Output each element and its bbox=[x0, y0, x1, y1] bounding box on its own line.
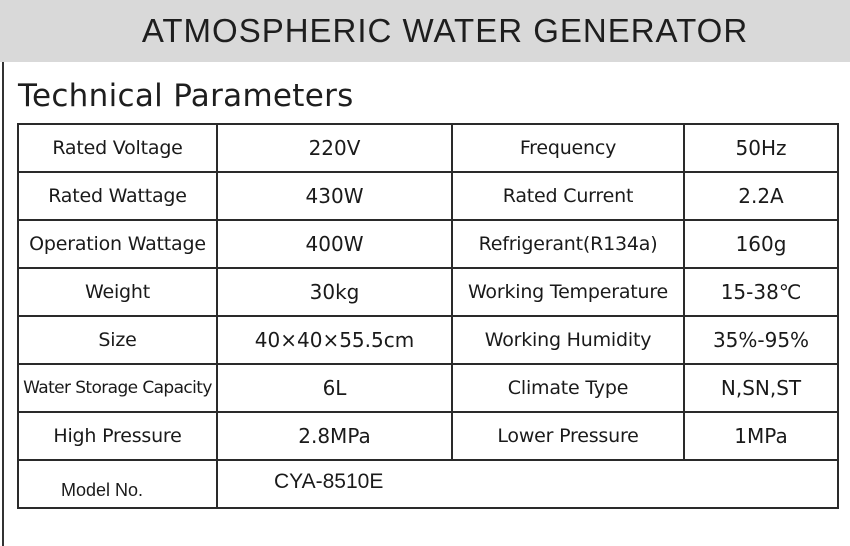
param-value: 160g bbox=[684, 220, 838, 268]
title-banner bbox=[0, 0, 850, 62]
param-label: Rated Voltage bbox=[18, 124, 217, 172]
param-value: 220V bbox=[217, 124, 452, 172]
param-label: Working Humidity bbox=[452, 316, 684, 364]
param-value: 30kg bbox=[217, 268, 452, 316]
param-value: 50Hz bbox=[684, 124, 838, 172]
param-label: Rated Current bbox=[452, 172, 684, 220]
page-title: ATMOSPHERIC WATER GENERATOR bbox=[141, 12, 749, 49]
table-row bbox=[18, 268, 838, 316]
technical-parameters-table bbox=[17, 123, 839, 509]
param-value: 2.8MPa bbox=[217, 412, 452, 460]
param-label: Lower Pressure bbox=[452, 412, 684, 460]
left-border-rule bbox=[2, 62, 4, 546]
param-value: 430W bbox=[217, 172, 452, 220]
param-value: 35%-95% bbox=[684, 316, 838, 364]
model-row bbox=[18, 460, 838, 508]
param-value: N,SN,ST bbox=[684, 364, 838, 412]
param-label: Refrigerant(R134a) bbox=[452, 220, 684, 268]
table-row bbox=[18, 172, 838, 220]
table-row bbox=[18, 316, 838, 364]
table-row bbox=[18, 220, 838, 268]
param-label: Weight bbox=[18, 268, 217, 316]
param-label: Working Temperature bbox=[452, 268, 684, 316]
table-row bbox=[18, 124, 838, 172]
table-row bbox=[18, 412, 838, 460]
param-value: 6L bbox=[217, 364, 452, 412]
model-number: CYA-8510E bbox=[217, 460, 838, 508]
table-row bbox=[18, 364, 838, 412]
param-value: 40×40×55.5cm bbox=[217, 316, 452, 364]
param-value: 400W bbox=[217, 220, 452, 268]
param-value: 1MPa bbox=[684, 412, 838, 460]
param-label: Rated Wattage bbox=[18, 172, 217, 220]
param-label: Size bbox=[18, 316, 217, 364]
param-label: Water Storage Capacity bbox=[18, 364, 217, 412]
param-label: Climate Type bbox=[452, 364, 684, 412]
section-title: Technical Parameters bbox=[18, 78, 354, 114]
param-value: 15-38℃ bbox=[684, 268, 838, 316]
param-label: Operation Wattage bbox=[18, 220, 217, 268]
param-value: 2.2A bbox=[684, 172, 838, 220]
model-label: Model No. bbox=[18, 460, 217, 508]
param-label: High Pressure bbox=[18, 412, 217, 460]
param-label: Frequency bbox=[452, 124, 684, 172]
